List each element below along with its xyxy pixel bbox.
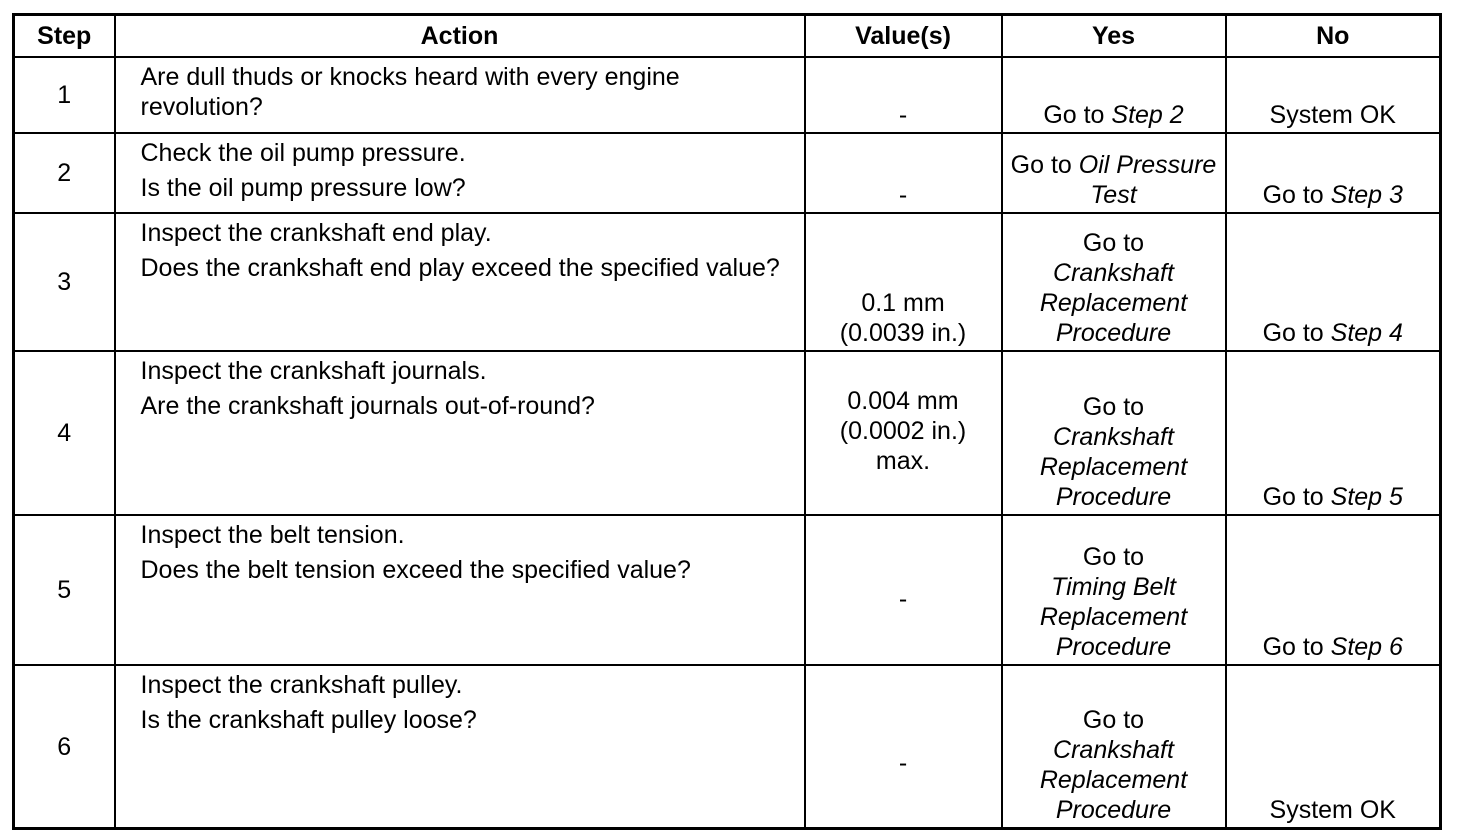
yes-cell [1002,133,1226,213]
value-cell [805,57,1002,133]
action-question: Does the belt tension exceed the specified value? [140,556,691,584]
yes-cell [1002,351,1226,515]
action-question: Is the oil pump pressure low? [140,174,466,202]
action-cell [115,351,805,515]
yes-prefix: Go to [1082,543,1145,571]
yes-prefix: Go to [1082,706,1145,734]
action-cell [115,515,805,665]
yes-cell [1002,515,1226,665]
action-text: Inspect the crankshaft end play. [140,219,492,247]
action-text: Inspect the crankshaft journals. [140,357,487,385]
no-cell [1226,515,1441,665]
no-prefix: System OK [1269,796,1396,824]
yes-reference: Crankshaft Replacement Procedure [1039,423,1188,511]
action-cell [115,133,805,213]
value-text: max. [875,447,931,475]
yes-reference: Timing Belt Replacement Procedure [1039,573,1188,661]
no-cell [1226,213,1441,351]
yes-reference: Oil Pressure Test [1078,151,1217,209]
value-text: - [898,748,908,777]
action-cell [115,213,805,351]
diagnostic-table [12,13,1442,830]
yes-reference: Crankshaft Replacement Procedure [1039,736,1188,824]
table-row [14,351,1441,515]
value-cell [805,213,1002,351]
yes-reference: Step 2 [1111,101,1184,129]
header-row [14,15,1441,58]
yes-prefix: Go to [1043,101,1112,129]
no-cell [1226,57,1441,133]
table-row [14,133,1441,213]
value-text: 0.004 mm [847,387,959,415]
step-number: 5 [14,515,115,665]
action-cell [115,665,805,829]
value-text: (0.0039 in.) [839,319,967,347]
no-cell [1226,665,1441,829]
no-reference: Step 3 [1330,181,1403,209]
action-text: Inspect the belt tension. [140,521,405,549]
yes-prefix: Go to [1082,229,1145,257]
yes-cell [1002,213,1226,351]
no-prefix: Go to [1262,633,1331,661]
yes-cell [1002,57,1226,133]
value-text: - [898,585,908,613]
no-reference: Step 5 [1330,483,1403,511]
yes-cell [1002,665,1226,829]
value-cell [805,351,1002,515]
action-question: Does the crankshaft end play exceed the specified value? [140,254,780,282]
yes-prefix: Go to [1082,393,1145,421]
no-reference: Step 6 [1330,633,1403,661]
table-row [14,665,1441,829]
no-prefix: Go to [1262,319,1331,347]
no-prefix: Go to [1262,181,1331,209]
value-cell [805,665,1002,829]
value-cell [805,133,1002,213]
value-text: - [898,101,908,129]
action-text: Inspect the crankshaft pulley. [140,671,463,699]
header-action: Action [115,15,805,58]
action-question: Are the crankshaft journals out-of-round? [140,392,595,420]
yes-prefix: Go to [1010,151,1079,179]
yes-reference: Crankshaft Replacement Procedure [1039,259,1188,347]
table-row [14,515,1441,665]
action-cell [115,57,805,133]
value-cell [805,515,1002,665]
no-cell [1226,351,1441,515]
no-reference: Step 4 [1330,319,1403,347]
step-number: 4 [14,351,115,515]
step-number: 2 [14,133,115,213]
value-text: (0.0002 in.) [839,417,967,445]
table-row [14,57,1441,133]
value-text: 0.1 mm [861,289,945,317]
header-yes: Yes [1002,15,1226,58]
table-row [14,213,1441,351]
action-text: Are dull thuds or knocks heard with every engine revolution? [140,63,680,121]
header-step: Step [14,15,115,58]
no-prefix: Go to [1262,483,1331,511]
step-number: 1 [14,57,115,133]
action-text: Check the oil pump pressure. [140,139,466,167]
value-text: - [898,181,908,209]
step-number: 3 [14,213,115,351]
header-values: Value(s) [805,15,1002,58]
action-question: Is the crankshaft pulley loose? [140,706,477,734]
no-prefix: System OK [1269,101,1396,129]
header-no: No [1226,15,1441,58]
step-number: 6 [14,665,115,829]
no-cell [1226,133,1441,213]
